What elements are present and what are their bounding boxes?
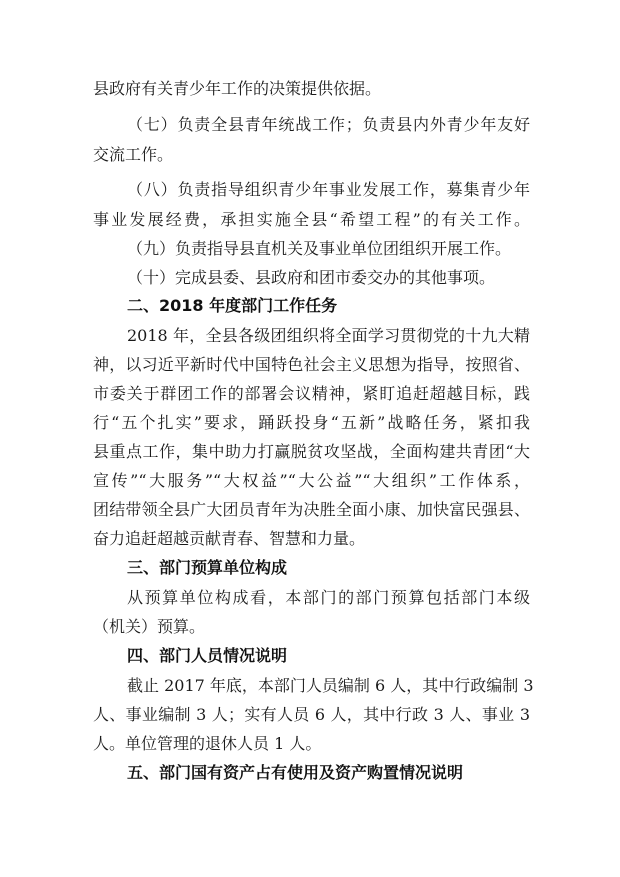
text-line-5: 事业发展经费，承担实施全县“希望工程”的有关工作。 xyxy=(93,210,530,229)
text-line-3: 交流工作。 xyxy=(93,145,174,164)
text-line-15: 团结带领全县广大团员青年为决胜全面小康、加快富民强县、 xyxy=(93,500,530,519)
text-line-4: （八）负责指导组织青少年事业发展工作，募集青少年 xyxy=(127,180,530,199)
text-line-23: 人。单位管理的退休人员 1 人。 xyxy=(93,734,322,753)
text-line-10: 神，以习近平新时代中国特色社会主义思想为指导，按照省、 xyxy=(93,355,530,374)
text-line-12: 行“五个扎实”要求，踊跃投身“五新”战略任务，紧扣我 xyxy=(93,413,530,432)
text-line-11: 市委关于群团工作的部署会议精神，紧盯追赶超越目标，践 xyxy=(93,384,530,403)
text-line-9: 2018 年，全县各级团组织将全面学习贯彻党的十九大精 xyxy=(127,326,530,345)
text-line-18: 从预算单位构成看，本部门的部门预算包括部门本级 xyxy=(127,588,530,607)
section-heading-4: 四、部门人员情况说明 xyxy=(127,646,288,665)
text-line-6: （九）负责指导县直机关及事业单位团组织开展工作。 xyxy=(127,239,512,258)
text-line-1: 县政府有关青少年工作的决策提供依据。 xyxy=(93,79,382,98)
text-line-2: （七）负责全县青年统战工作；负责县内外青少年友好 xyxy=(127,115,530,134)
text-line-19: （机关）预算。 xyxy=(93,617,206,636)
text-line-7: （十）完成县委、县政府和团市委交办的其他事项。 xyxy=(127,268,496,287)
text-line-16: 奋力追赶超越贡献青春、智慧和力量。 xyxy=(93,529,366,548)
text-line-14: 宣传”“大服务”“大权益”“大公益”“大组织”工作体系， xyxy=(93,471,530,490)
section-heading-5: 五、部门国有资产占有使用及资产购置情况说明 xyxy=(127,763,464,782)
text-line-13: 县重点工作，集中助力打赢脱贫攻坚战，全面构建共青团“大 xyxy=(93,442,530,461)
text-line-22: 人、事业编制 3 人；实有人员 6 人，其中行政 3 人、事业 3 xyxy=(93,705,530,724)
section-heading-2: 二、2018 年度部门工作任务 xyxy=(127,296,338,315)
section-heading-3: 三、部门预算单位构成 xyxy=(127,558,288,577)
text-line-21: 截止 2017 年底，本部门人员编制 6 人，其中行政编制 3 xyxy=(127,676,534,695)
